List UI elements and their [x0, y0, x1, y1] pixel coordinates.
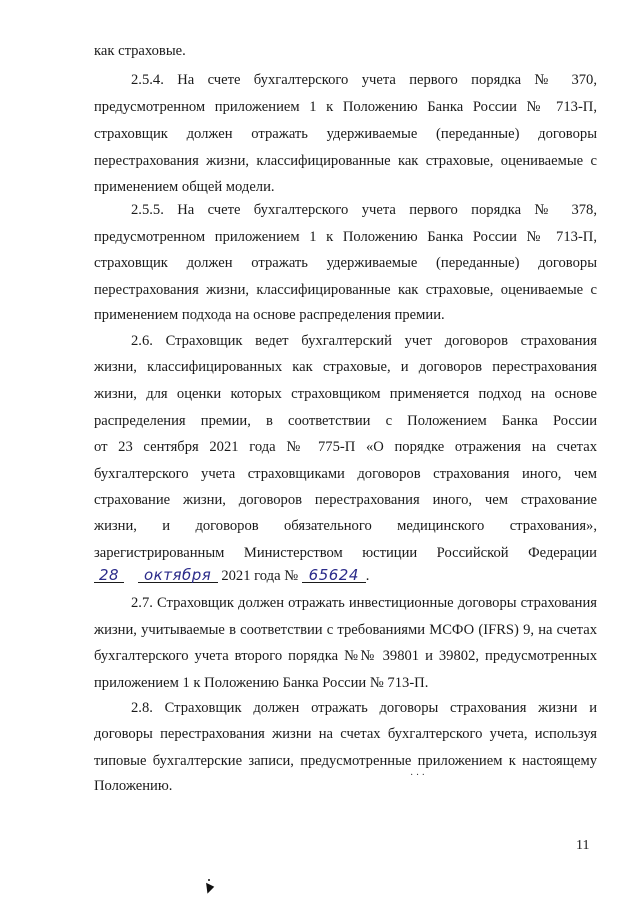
text-line: бухгалтерского учета второго порядка №№ 39801 и 39802, предусмотренных: [94, 648, 597, 664]
text-line: зарегистрированным Министерством юстиции Российской Федерации: [94, 545, 597, 561]
text-line: 2.5.4. На счете бухгалтерского учета первого порядка № 370,: [131, 72, 597, 88]
page-number: 11: [576, 838, 590, 853]
text-line: применением подхода на основе распределения премии.: [94, 307, 445, 323]
text-line: 2.8. Страховщик должен отражать договоры страхования жизни и: [131, 700, 597, 716]
text-line: 2.7. Страховщик должен отражать инвестиционные договоры страхования: [131, 595, 597, 611]
text-line: жизни, и договоров обязательного медицинского страхования»,: [94, 518, 597, 534]
text-line: жизни, учитываемые в соответствии с требованиями МСФО (IFRS) 9, на счетах: [94, 622, 597, 638]
registration-year: 2021 года №: [221, 568, 299, 584]
text-line: Положению.: [94, 778, 173, 794]
text-line: предусмотренном приложением 1 к Положению Банка России № 713-П,: [94, 229, 597, 245]
text-line: договоры перестрахования жизни на счетах бухгалтерского учета, используя: [94, 726, 597, 742]
registration-line: [94, 566, 597, 585]
registration-end: .: [365, 568, 370, 584]
text-line: от 23 сентября 2021 года № 775-П «О порядке отражения на счетах: [94, 439, 597, 455]
text-line: применением общей модели.: [94, 179, 275, 195]
text-line: бухгалтерского учета страховщиками договоров страхования иного, чем: [94, 466, 597, 482]
text-line: жизни, для оценки которых страховщиком применяется подход на основе: [94, 386, 597, 402]
text-line: приложением 1 к Положению Банка России № 713-П.: [94, 675, 429, 691]
stamp-mark: [204, 878, 220, 896]
text-line: типовые бухгалтерские записи, предусмотренные приложением к настоящему: [94, 753, 597, 769]
text-line: как страховые.: [94, 43, 186, 59]
text-line: предусмотренном приложением 1 к Положению Банка России № 713-П,: [94, 99, 597, 115]
handwritten-number: 65624: [302, 566, 366, 583]
text-line: перестрахования жизни, классифицированные как страховые, оцениваемые с: [94, 153, 597, 169]
handwritten-day: 28: [94, 566, 124, 583]
text-line: перестрахования жизни, классифицированные как страховые, оцениваемые с: [94, 282, 597, 298]
text-line: распределения премии, в соответствии с Положением Банка России: [94, 413, 597, 429]
text-line: страховщик должен отражать удерживаемые (переданные) договоры: [94, 126, 597, 142]
text-line: 2.6. Страховщик ведет бухгалтерский учет договоров страхования: [131, 333, 597, 349]
handwritten-month: октября: [138, 566, 218, 583]
text-line: страхование жизни, договоров перестрахования иного, чем страхование: [94, 492, 597, 508]
speck-mark: · · ·: [410, 770, 425, 781]
text-line: страховщик должен отражать удерживаемые (переданные) договоры: [94, 255, 597, 271]
text-line: жизни, классифицированных как страховые, и договоров перестрахования: [94, 359, 597, 375]
text-line: 2.5.5. На счете бухгалтерского учета первого порядка № 378,: [131, 202, 597, 218]
